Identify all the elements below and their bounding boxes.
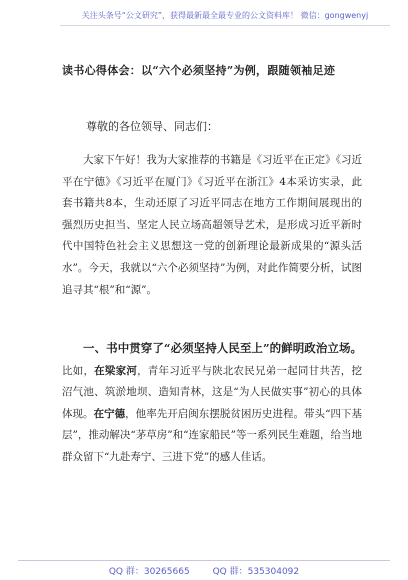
paragraph-text-c: ，青年习近平与陕北农民兄弟一起同甘共苦，挖沼气池、筑淤地坝、造知青林，这是“为人民做实事”初心的具体体现。 <box>62 364 363 420</box>
paragraph-text-a: 比如， <box>62 364 95 377</box>
paragraph-intro <box>62 150 362 301</box>
place-liangjiahe: 在梁家河 <box>94 364 138 377</box>
header-notice: 关注头条号“公文研究”，获得最新最全最专业的公文资料库！ 微信：gongwenyj <box>60 10 390 26</box>
document-title: 读书心得体会：以“六个必须坚持”为例，跟随领袖足迹 <box>62 64 336 77</box>
paragraph-intro-text: 大家下午好！我为大家推荐的书籍是《习近平在正定》《习近平在宁德》《习近平在厦门》《习近平在浙江》4本采访实录，此套书籍共8本，生动还原了习近平同志在地方工作期间展现出的强烈历史担当、坚定人民立场高超领导艺术，是形成习近平新时代中国特色社会主义思想这一党的创新理论最新成果的“源头活水”。今天，我就以“六个必须坚持”为例，对此作简要分析，试图追寻其“根”和“源”。 <box>62 154 362 296</box>
footer-qq-group-1: QQ 群：30265665 <box>108 567 190 577</box>
paragraph-section-1 <box>62 338 362 469</box>
section-heading-1: 一、书中贯穿了“必须坚持人民至上”的鲜明政治立场。 <box>83 341 362 355</box>
footer-qq-group-2: QQ 群：535304092 <box>212 567 300 577</box>
salutation: 尊敬的各位领导、同志们： <box>86 120 218 133</box>
paragraph-text-e: ，他率先开启闽东摆脱贫困历史进程。带头“四下基层”，推动解决“茅草房”和“连家船民”等一系列民生难题，给当地群众留下“九赴寿宁、三进下党”的感人佳话。 <box>62 407 363 463</box>
footer <box>18 560 390 577</box>
place-ningde: 在宁德 <box>93 407 126 420</box>
